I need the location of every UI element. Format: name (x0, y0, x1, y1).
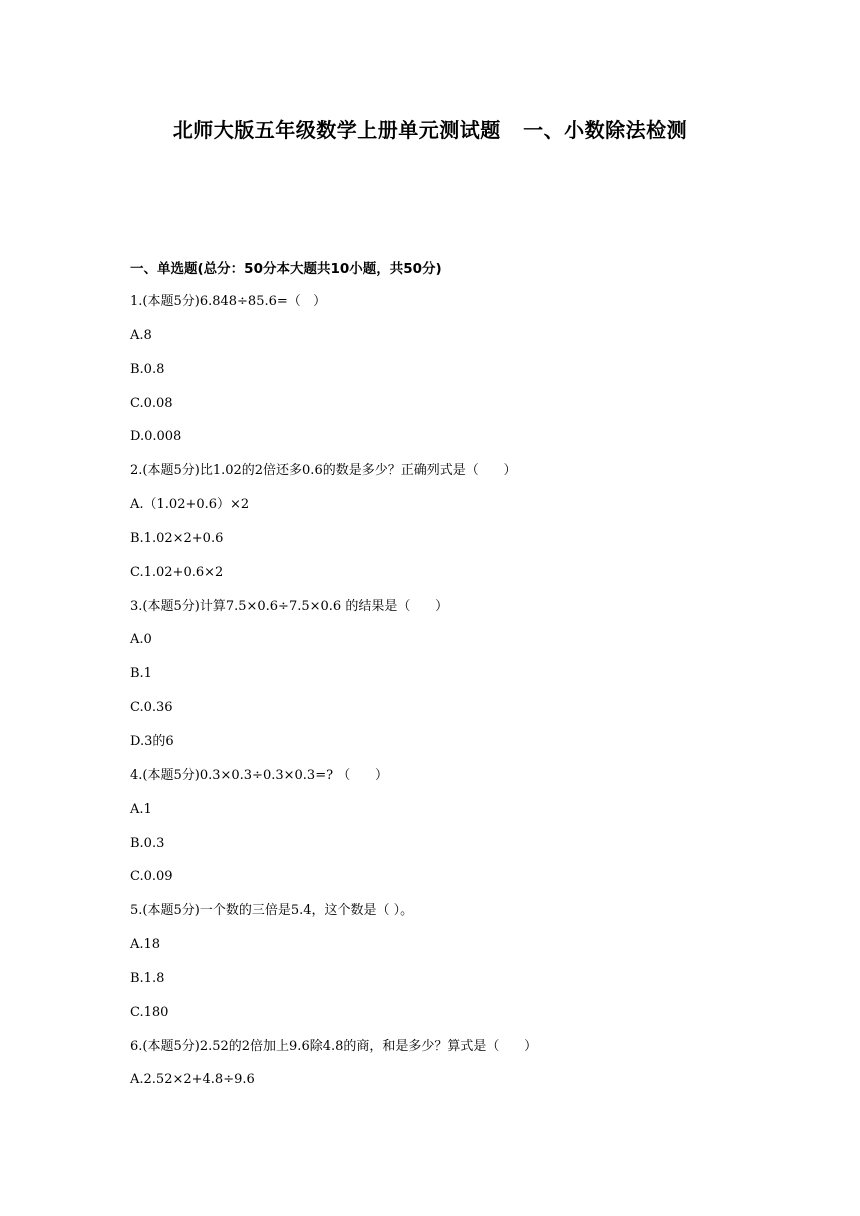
question-list (130, 292, 750, 1104)
document-title: 北师大版五年级数学上册单元测试题 一、小数除法检测 (172, 118, 688, 142)
section-heading: 一、单选题(总分：50分本大题共10小题，共50分) (130, 261, 442, 277)
option-3b: B.1 (130, 666, 152, 682)
option-5b: B.1.8 (130, 970, 165, 986)
question-5: 5.(本题5分)一个数的三倍是5.4，这个数是（ ）。 (130, 903, 414, 919)
option-6a: A.2.52×2+4.8÷9.6 (130, 1072, 255, 1088)
option-1b: B.0.8 (130, 361, 165, 377)
question-1: 1.(本题5分)6.848÷85.6=（ ） (130, 294, 327, 309)
option-4a: A.1 (130, 801, 152, 817)
question-3: 3.(本题5分)计算7.5×0.6÷7.5×0.6 的结果是（ ） (130, 598, 449, 614)
option-3d: D.3的6 (130, 733, 174, 749)
option-4c: C.0.09 (130, 869, 173, 885)
option-5c: C.180 (130, 1004, 169, 1020)
option-2a: A.（1.02+0.6）×2 (130, 497, 250, 513)
option-2b: B.1.02×2+0.6 (130, 530, 224, 546)
question-2: 2.(本题5分)比1.02的2倍还多0.6的数是多少？正确列式是（ ） (130, 463, 517, 479)
option-5a: A.18 (130, 937, 161, 953)
option-4b: B.0.3 (130, 835, 165, 851)
option-3a: A.0 (130, 632, 152, 648)
question-4: 4.(本题5分)0.3×0.3÷0.3×0.3=? （ ） (130, 767, 388, 783)
option-1c: C.0.08 (130, 395, 173, 411)
option-2c: C.1.02+0.6×2 (130, 564, 224, 580)
option-1a: A.8 (130, 327, 152, 343)
option-3c: C.0.36 (130, 700, 173, 716)
question-6: 6.(本题5分)2.52的2倍加上9.6除4.8的商，和是多少？算式是（ ） (130, 1038, 538, 1054)
option-1d: D.0.008 (130, 429, 182, 445)
